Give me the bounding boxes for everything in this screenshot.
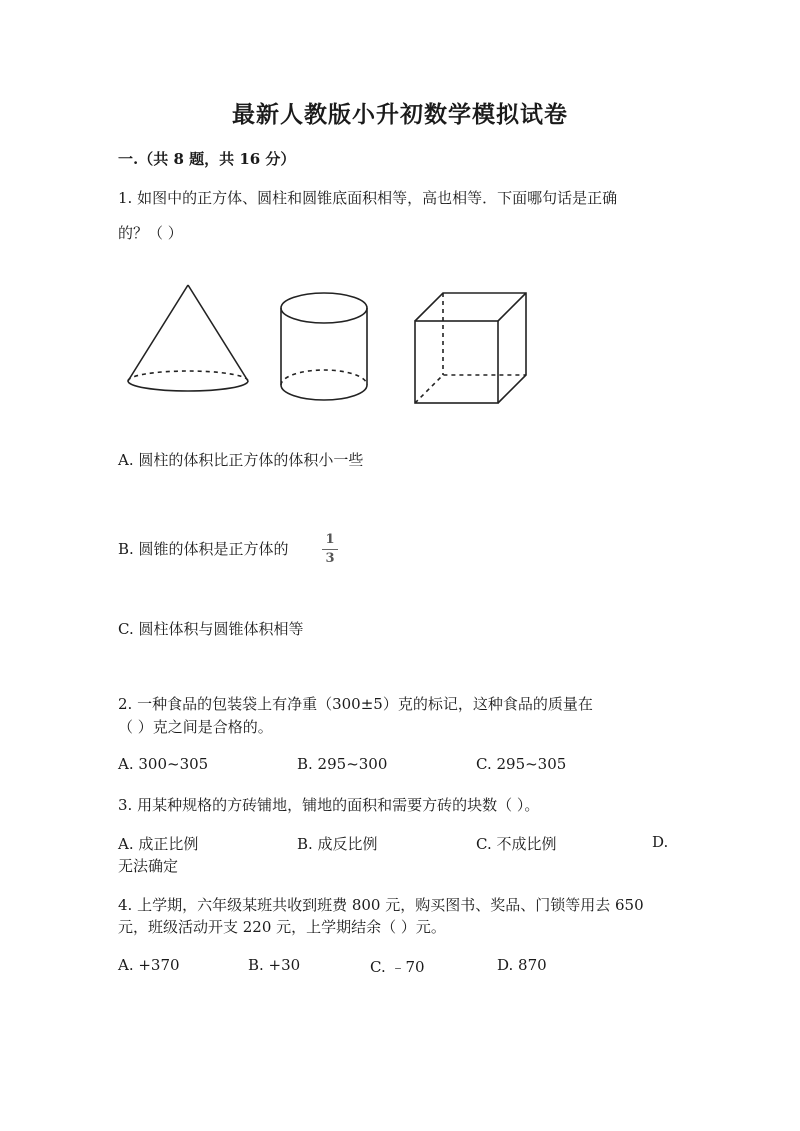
- q2-option-c: C. 295~305: [476, 755, 567, 773]
- q3-option-c: C. 不成比例: [476, 835, 557, 853]
- q2-stem-line2: （ ）克之间是合格的。: [118, 718, 273, 736]
- q3-option-d-text: 无法确定: [118, 857, 179, 875]
- q1-figure: [118, 275, 548, 415]
- q2-stem-line1: 2. 一种食品的包装袋上有净重（300±5）克的标记，这种食品的质量在: [118, 695, 593, 713]
- fraction-one-third: [322, 532, 338, 567]
- q2-option-b: B. 295~300: [297, 755, 388, 773]
- q1-option-a: A. 圆柱的体积比正方体的体积小一些: [118, 451, 364, 469]
- cone-icon: [128, 285, 248, 391]
- q3-stem: 3. 用某种规格的方砖铺地，铺地的面积和需要方砖的块数（ ）。: [118, 796, 540, 814]
- q1-option-c: C. 圆柱体积与圆锥体积相等: [118, 620, 304, 638]
- q4-option-b: B. +30: [248, 956, 301, 974]
- cylinder-icon: [281, 293, 367, 400]
- q4-stem-line1: 4. 上学期，六年级某班共收到班费 800 元，购买图书、奖品、门锁等用去 650: [118, 896, 644, 914]
- q1-stem-line1: 1. 如图中的正方体、圆柱和圆锥底面积相等，高也相等．下面哪句话是正确: [118, 189, 618, 207]
- q2-option-a: A. 300~305: [118, 755, 209, 773]
- fraction-bar: [322, 549, 338, 550]
- fraction-denominator: 3: [325, 551, 335, 566]
- cube-icon: [415, 293, 526, 403]
- page-title: 最新人教版小升初数学模拟试卷: [232, 101, 568, 128]
- q4-option-c: C. ﹣70: [370, 958, 425, 976]
- fraction-numerator: 1: [325, 532, 335, 547]
- q4-option-d: D. 870: [497, 956, 547, 974]
- q3-option-b: B. 成反比例: [297, 835, 378, 853]
- q1-option-b: B. 圆锥的体积是正方体的: [118, 540, 289, 558]
- q4-stem-line2: 元，班级活动开支 220 元，上学期结余（ ）元。: [118, 918, 446, 936]
- q3-option-a: A. 成正比例: [118, 835, 199, 853]
- q4-option-a: A. +370: [118, 956, 180, 974]
- q1-stem-line2: 的？（ ）: [118, 224, 183, 242]
- section-heading: 一.（共 8 题，共 16 分）: [118, 150, 296, 168]
- q3-option-d-label: D.: [652, 833, 669, 851]
